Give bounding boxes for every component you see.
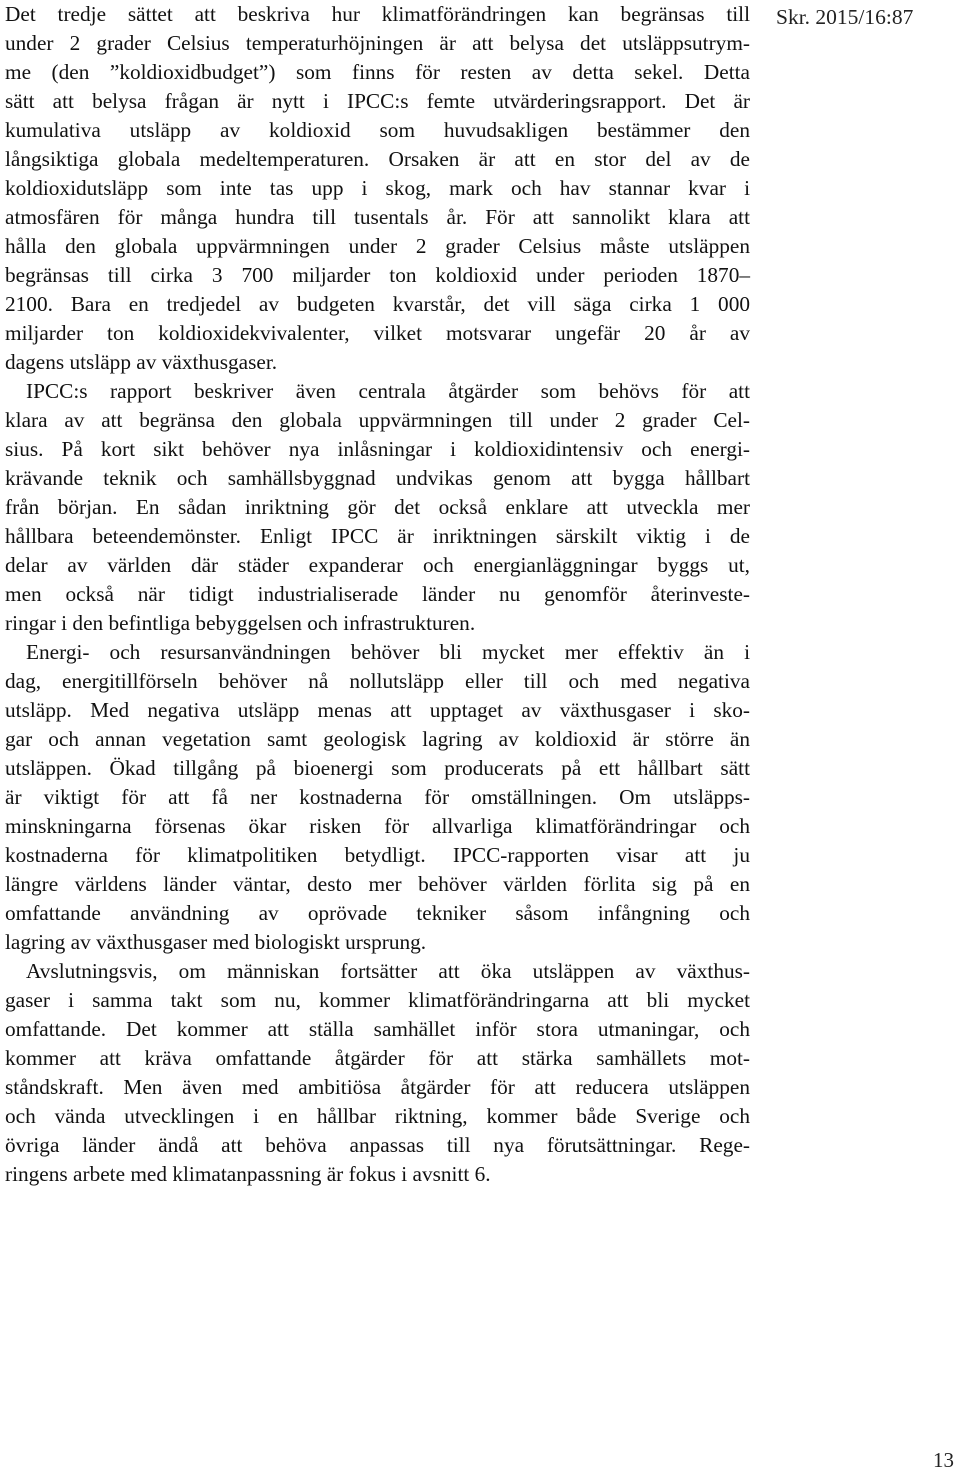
text-line: långsiktiga globala medeltemperaturen. Orsaken är att en stor del av de: [5, 147, 750, 171]
text-line: ringar i den befintliga bebyggelsen och infrastrukturen.: [5, 611, 476, 635]
text-line: övriga länder ändå att behöva anpassas till nya förutsättningar. Rege-: [5, 1133, 750, 1157]
text-line: och vända utvecklingen i en hållbar riktning, kommer både Sverige och: [5, 1104, 750, 1128]
text-line: atmosfären för många hundra till tusentals år. För att sannolikt klara att: [5, 205, 750, 229]
text-line: koldioxidutsläpp som inte tas upp i skog, mark och hav stannar kvar i: [5, 176, 750, 200]
text-line: gaser i samma takt som nu, kommer klimatförändringarna att bli mycket: [5, 988, 750, 1012]
text-line: omfattande användning av oprövade tekniker såsom infångning och: [5, 901, 750, 925]
paragraph-3: [5, 638, 750, 957]
text-line: omfattande. Det kommer att ställa samhället inför stora utmaningar, och: [5, 1017, 750, 1041]
text-line: minskningarna försenas ökar risken för allvarliga klimatförändringar och: [5, 814, 750, 838]
page-number: 13: [933, 1448, 954, 1472]
text-line: me (den ”koldioxidbudget”) som finns för resten av detta sekel. Detta: [5, 60, 750, 84]
text-line: Det tredje sättet att beskriva hur klimatförändringen kan begränsas till: [5, 2, 750, 26]
text-line: kommer att kräva omfattande åtgärder för att stärka samhällets mot-: [5, 1046, 750, 1070]
text-line: IPCC:s rapport beskriver även centrala åtgärder som behövs för att: [26, 379, 750, 403]
text-line: dagens utsläpp av växthusgaser.: [5, 350, 278, 374]
paragraph-2: [5, 377, 750, 638]
text-line: längre världens länder väntar, desto mer behöver världen förlita sig på en: [5, 872, 750, 896]
text-line: Avslutningsvis, om människan fortsätter att öka utsläppen av växthus-: [26, 959, 750, 983]
text-line: krävande teknik och samhällsbyggnad undvikas genom att bygga hållbart: [5, 466, 750, 490]
text-line: ståndskraft. Men även med ambitiösa åtgärder för att reducera utsläppen: [5, 1075, 750, 1099]
text-line: ringens arbete med klimatanpassning är fokus i avsnitt 6.: [5, 1162, 491, 1186]
text-line: begränsas till cirka 3 700 miljarder ton koldioxid under perioden 1870–: [5, 263, 750, 287]
text-line: är viktigt för att få ner kostnaderna för omställningen. Om utsläpps-: [5, 785, 750, 809]
text-line: hållbara beteendemönster. Enligt IPCC är inriktningen särskilt viktig i de: [5, 524, 750, 548]
text-line: utsläpp. Med negativa utsläpp menas att upptaget av växthusgaser i sko-: [5, 698, 750, 722]
text-line: kumulativa utsläpp av koldioxid som huvudsakligen bestämmer den: [5, 118, 750, 142]
text-line: men också när tidigt industrialiserade länder nu genomför återinveste-: [5, 582, 750, 606]
text-line: 2100. Bara en tredjedel av budgeten kvarstår, det vill säga cirka 1 000: [5, 292, 750, 316]
text-line: Energi- och resursanvändningen behöver bli mycket mer effektiv än i: [26, 640, 750, 664]
text-line: klara av att begränsa den globala uppvärmningen till under 2 grader Cel-: [5, 408, 750, 432]
document-reference: Skr. 2015/16:87: [776, 5, 914, 29]
text-line: utsläppen. Ökad tillgång på bioenergi som producerats på ett hållbart sätt: [5, 756, 750, 780]
text-line: hålla den globala uppvärmningen under 2 grader Celsius måste utsläppen: [5, 234, 750, 258]
text-line: kostnaderna för klimatpolitiken betydligt. IPCC-rapporten visar att ju: [5, 843, 750, 867]
text-line: från början. En sådan inriktning gör det också enklare att utveckla mer: [5, 495, 750, 519]
text-line: gar och annan vegetation samt geologisk lagring av koldioxid är större än: [5, 727, 750, 751]
text-line: sätt att belysa frågan är nytt i IPCC:s femte utvärderingsrapport. Det är: [5, 89, 750, 113]
paragraph-1: [5, 0, 750, 377]
body-text: [5, 0, 750, 1189]
text-line: dag, energitillförseln behöver nå nollutsläpp eller till och med negativa: [5, 669, 750, 693]
text-line: lagring av växthusgaser med biologiskt ursprung.: [5, 930, 427, 954]
text-line: miljarder ton koldioxidekvivalenter, vilket motsvarar ungefär 20 år av: [5, 321, 750, 345]
text-line: sius. På kort sikt behöver nya inlåsningar i koldioxidintensiv och energi-: [5, 437, 750, 461]
paragraph-4: [5, 957, 750, 1189]
text-line: delar av världen där städer expanderar och energianläggningar byggs ut,: [5, 553, 750, 577]
text-line: under 2 grader Celsius temperaturhöjningen är att belysa det utsläppsutrym-: [5, 31, 750, 55]
